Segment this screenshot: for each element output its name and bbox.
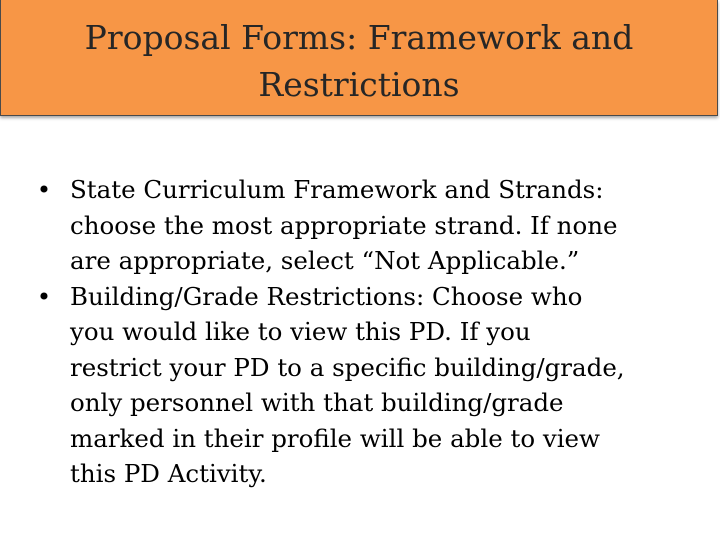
bullet-text-line: Building/Grade Restrictions: Choose who: [70, 281, 583, 311]
slide-title-line-1: Proposal Forms: Framework and: [84, 17, 634, 57]
bullet-text-line: you would like to view this PD. If you: [70, 317, 531, 346]
bullet-text-line: marked in their profile will be able to view: [70, 423, 601, 453]
bullet-list: [0, 172, 720, 492]
bullet-text-line: State Curriculum Framework and Strands:: [70, 175, 604, 204]
bullet-text-line: restrict your PD to a specific building/grade,: [70, 352, 625, 382]
bullet-text-line: choose the most appropriate strand. If none: [70, 210, 618, 240]
bullet-marker: •: [36, 175, 52, 204]
slide-title: [85, 8, 634, 108]
bullet-text-line: this PD Activity.: [70, 459, 267, 488]
bullet-item-restrictions: [0, 279, 720, 492]
bullet-marker: •: [36, 281, 52, 311]
slide-title-line-2: Restrictions: [258, 64, 460, 104]
bullet-text-line: only personnel with that building/grade: [70, 388, 564, 417]
title-banner: [0, 0, 718, 116]
bullet-text-line: are appropriate, select “Not Applicable.”: [70, 246, 580, 275]
bullet-item-framework: [0, 172, 720, 279]
